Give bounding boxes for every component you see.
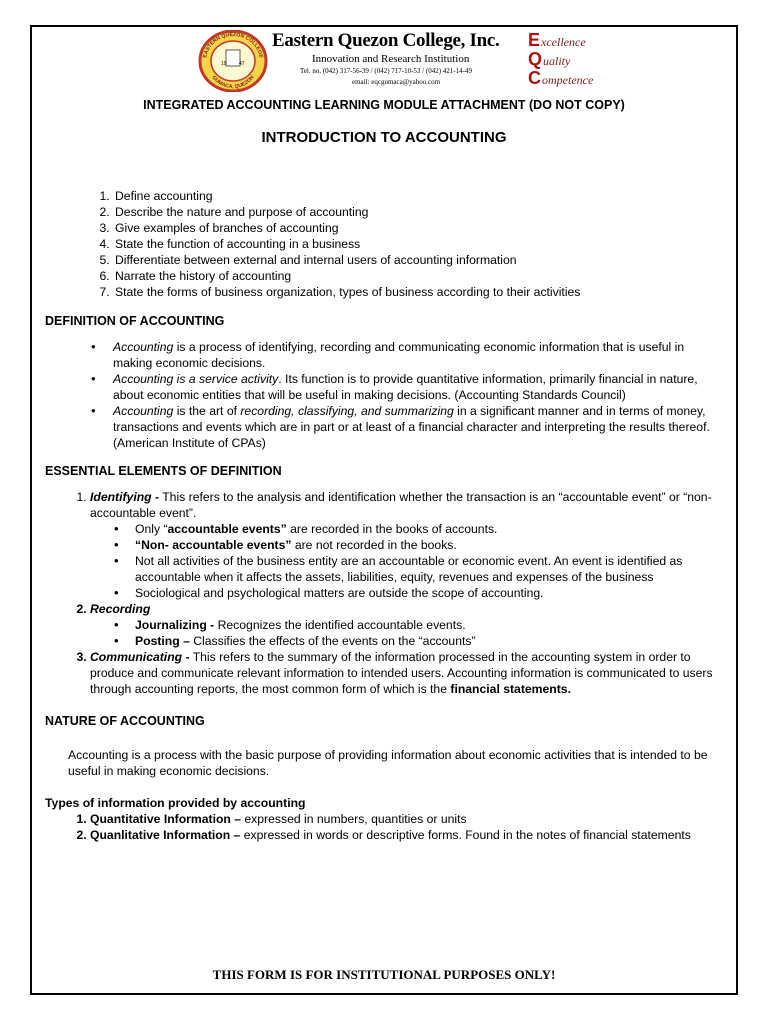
motto-quality: Quality [528,49,571,69]
email-address: email: eqcgumaca@yahoo.com [352,78,441,86]
types-list [45,811,725,843]
elements-heading: ESSENTIAL ELEMENTS OF DEFINITION [45,464,282,478]
list-item: 6. Narrate the history of accounting [113,268,725,284]
telephone-numbers: Tel. no. (042) 317-56-39 / (042) 717-10-53 / (042) 421-14-49 [300,67,472,75]
document-body [45,188,725,843]
motto-competence: Competence [528,68,594,88]
college-seal-icon [198,30,268,92]
list-item: • “Non- accountable events” are not recorded in the books. [135,537,725,553]
list-item: 2. Recording • Journalizing - Recognizes the identified accountable events. • Posting – Classifies the effects of the events on the “accounts” [90,601,725,649]
footer-notice: THIS FORM IS FOR INSTITUTIONAL PURPOSES ONLY! [212,967,556,982]
seal-year-left: 19 [221,61,227,67]
list-item: • Accounting is the art of recording, classifying, and summarizing in a significant manner and in terms of money, transactions and events which are in part or at least of a financial character and interpreting the results thereof. (American Institute of CPAs) [113,403,725,451]
recording-sublist [90,617,725,649]
identifying-sublist [90,521,725,601]
module-title: INTEGRATED ACCOUNTING LEARNING MODULE ATTACHMENT (DO NOT COPY) [143,98,625,112]
list-item: 4. State the function of accounting in a business [113,236,725,252]
list-item: 2. Quanlitative Information – expressed in words or descriptive forms. Found in the notes of financial statements [90,827,725,843]
motto-excellence: Excellence [528,30,586,50]
list-item: 5. Differentiate between external and internal users of accounting information [113,252,725,268]
institution-name: Innovation and Research Institution [312,53,470,65]
list-item: 2. Describe the nature and purpose of accounting [113,204,725,220]
list-item: • Only “accountable events” are recorded in the books of accounts. [135,521,725,537]
list-item: 1. Quantitative Information – expressed in numbers, quantities or units [90,811,725,827]
college-name: Eastern Quezon College, Inc. [272,30,500,51]
list-item: • Accounting is a service activity. Its function is to provide quantitative information, primarily financial in nature, about economic entities that will be useful in making decisions. (Accounting Standards Council) [113,371,725,403]
list-item: • Journalizing - Recognizes the identified accountable events. [135,617,725,633]
list-item: 1. Identifying - This refers to the analysis and identification whether the transaction is an “accountable event” or “non-accountable event”. • Only “accountable events” are recorded in the books of accounts. • “Non- accountable events” are not recorded in the books. • Not all activities of the business entity are an accountable or economic event. An event is identified as accountable when it affects the assets, liabilities, equity, revenues and expenses of the business • Sociological and psychological matters are outside the scope of accounting. [90,489,725,601]
definition-list [45,339,725,451]
nature-paragraph: Accounting is a process with the basic purpose of providing information about economic activities that is intended to be useful in making economic decisions. [68,748,708,778]
elements-list [45,489,725,697]
list-item: • Accounting is a process of identifying, recording and communicating economic information that is useful in making economic decisions. [113,339,725,371]
objectives-list [45,188,725,300]
seal-text-top: EASTERN QUEZON COLLEGE [202,31,264,59]
list-item: 3. Communicating - This refers to the summary of the information processed in the accounting system in order to produce and communicate relevant information to intended users. Accounting information is communicated to users through accounting reports, the most common form of which is the financial statements. [90,649,725,697]
types-heading: Types of information provided by accounting [45,796,306,810]
seal-year-right: 47 [239,61,245,67]
nature-heading: NATURE OF ACCOUNTING [45,714,205,728]
definition-heading: DEFINITION OF ACCOUNTING [45,314,225,328]
letterhead [0,0,768,95]
list-item: 7. State the forms of business organization, types of business according to their activities [113,284,725,300]
list-item: • Sociological and psychological matters are outside the scope of accounting. [135,585,725,601]
seal-text-bottom: GUMACA, QUEZON [210,74,256,91]
list-item: 1. Define accounting [113,188,725,204]
page-title: INTRODUCTION TO ACCOUNTING [261,129,507,146]
list-item: • Not all activities of the business entity are an accountable or economic event. An event is identified as accountable when it affects the assets, liabilities, equity, revenues and expenses of the business [135,553,725,585]
list-item: • Posting – Classifies the effects of the events on the “accounts” [135,633,725,649]
list-item: 3. Give examples of branches of accounting [113,220,725,236]
